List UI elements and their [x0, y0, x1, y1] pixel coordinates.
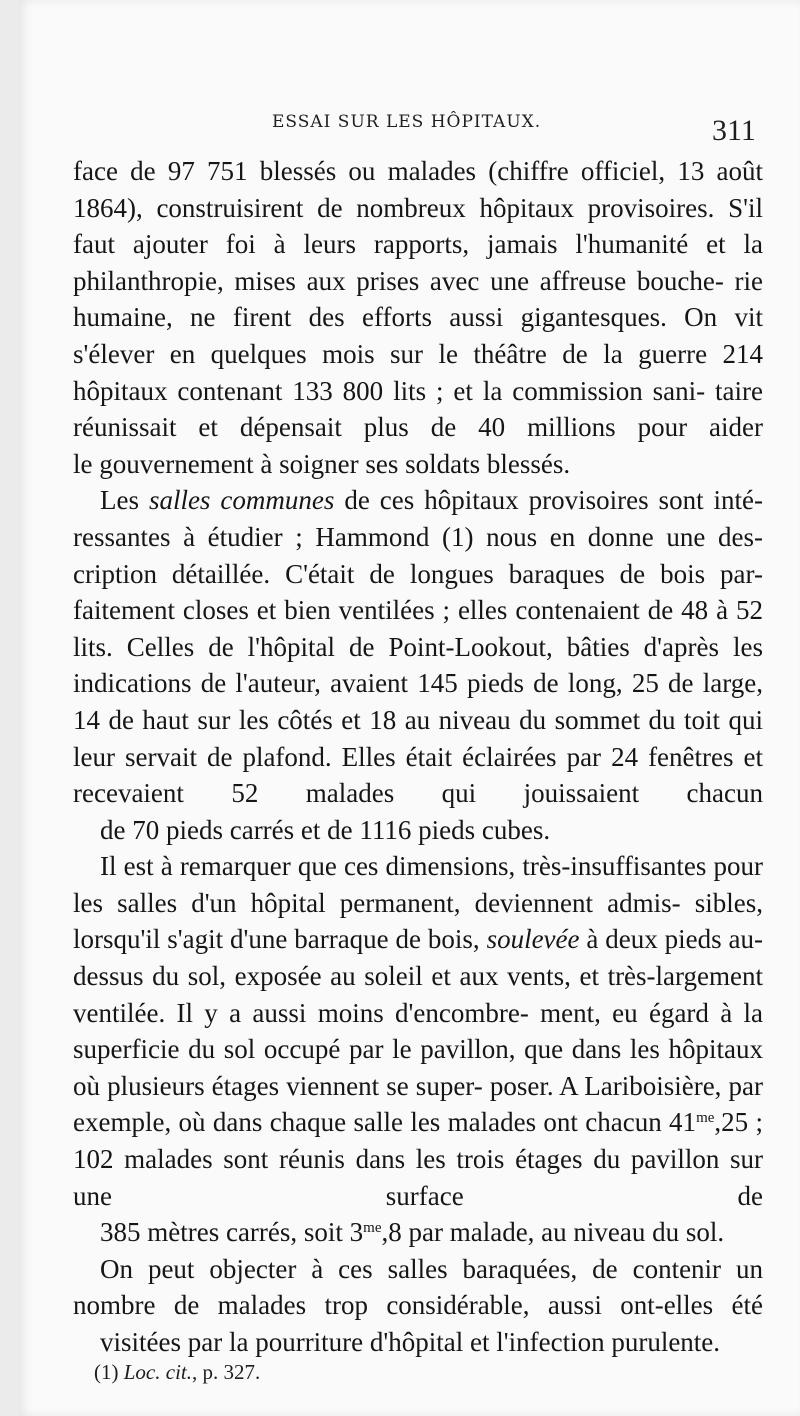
text-line: ressantes à étudier ; Hammond (1) nous en donne une des- [73, 521, 763, 552]
paragraph-3 [73, 848, 763, 1251]
text-line: pour les salles d'un hôpital permanent, deviennent admis- [73, 851, 764, 918]
text-line: face de 97 751 blessés ou malades (chiffre officiel, 13 août [73, 156, 763, 186]
running-head: ESSAI SUR LES HÔPITAUX. [272, 112, 542, 132]
text-line: taire réunissait et dépensait plus de 40 millions pour aider [73, 375, 764, 443]
italic-term: soulevée [486, 924, 580, 955]
text-fragment: à [579, 924, 599, 955]
paragraph-4 [73, 1251, 763, 1361]
text-fragment: de ces hôpitaux provisoires sont inté- [334, 485, 763, 516]
text-line: les indications de l'auteur, avaient 145 pieds de long, 25 de [73, 631, 763, 699]
text-line: s'élever en quelques mois sur le théâtre de la guerre [73, 338, 708, 369]
text-line: 214 hôpitaux contenant 133 800 lits ; et la commission sani- [73, 338, 763, 406]
text-line: toit qui leur servait de plafond. Elles était éclairées par [73, 704, 764, 772]
text-fragment: ,25 ; 102 malades sont réunis [73, 1107, 763, 1175]
footnote-citation: Loc. cit. [123, 1360, 192, 1384]
text-line: cription détaillée. C'était de longues baraques de bois par- [73, 558, 763, 589]
text-line: ment, eu égard à la superficie du sol occupé par le pavillon, [73, 997, 764, 1065]
text-fragment: 385 mètres carrés, soit 3 [100, 1217, 364, 1248]
text-line: dans les trois étages du pavillon sur une surface de [73, 1144, 763, 1211]
text-fragment: les malades ont chacun 41 [410, 1107, 697, 1138]
text-line: large, 14 de haut sur les côtés et 18 au niveau du sommet du [73, 668, 763, 735]
page-number: 311 [712, 114, 756, 147]
footnote [94, 1360, 260, 1385]
text-line: On peut objecter à ces salles baraquées, de contenir un [100, 1253, 763, 1284]
body-text [73, 153, 763, 1361]
text-line: Il est à remarquer que ces dimensions, très-insuffisantes [100, 851, 707, 882]
text-line: rie humaine, ne firent des efforts aussi gigantesques. On vit [73, 265, 764, 333]
superscript: me [363, 1220, 382, 1237]
superscript: me [696, 1110, 715, 1127]
footnote-marker: (1) [94, 1360, 124, 1384]
text-line: 1864), construisirent de nombreux hôpitaux provisoires. S'il [73, 192, 763, 223]
text-fragment: ,8 par malade, au niveau du sol. [381, 1217, 725, 1248]
text-line: et très-largement ventilée. Il y a aussi moins d'encombre- [73, 961, 764, 1028]
footnote-page-ref: , p. 327. [192, 1360, 261, 1384]
italic-term: salles communes [148, 485, 335, 516]
text-line: 52 lits. Celles de l'hôpital de Point-Lookout, bâties d'après [73, 595, 763, 662]
text-line: visitées par la pourriture d'hôpital et l'infection purulente. [100, 1327, 721, 1357]
text-fragment: Les [100, 485, 149, 516]
text-line: philanthropie, mises aux prises avec une affreuse bouche- [73, 265, 724, 296]
paragraph-2 [73, 482, 763, 848]
text-fragment: sibles, lorsqu'il s'agit d'une barraque de bois, [73, 887, 763, 955]
text-line: poser. A Lariboisière, par exemple, où dans chaque salle [73, 1070, 763, 1138]
text-line: de 70 pieds carrés et de 1116 pieds cubes. [100, 814, 551, 845]
text-line: deux pieds au-dessus du sol, exposée au soleil et aux vents, [73, 924, 764, 992]
text-line: 24 fenêtres et recevaient 52 malades qui jouissaient chacun [73, 741, 764, 809]
text-line: nombre de malades trop considérable, aussi ont-elles été [73, 1290, 763, 1321]
book-page [18, 0, 800, 1416]
paragraph-1 [73, 153, 763, 482]
text-line: faitement closes et bien ventilées ; elles contenaient de 48 à [73, 595, 729, 626]
text-line: le gouvernement à soigner ses soldats blessés. [73, 448, 571, 479]
text-line: que dans les hôpitaux où plusieurs étages viennent se super- [73, 1034, 764, 1101]
text-line [73, 1214, 763, 1251]
text-line: faut ajouter foi à leurs rapports, jamais l'humanité et la [73, 229, 763, 260]
text-line [100, 485, 763, 515]
